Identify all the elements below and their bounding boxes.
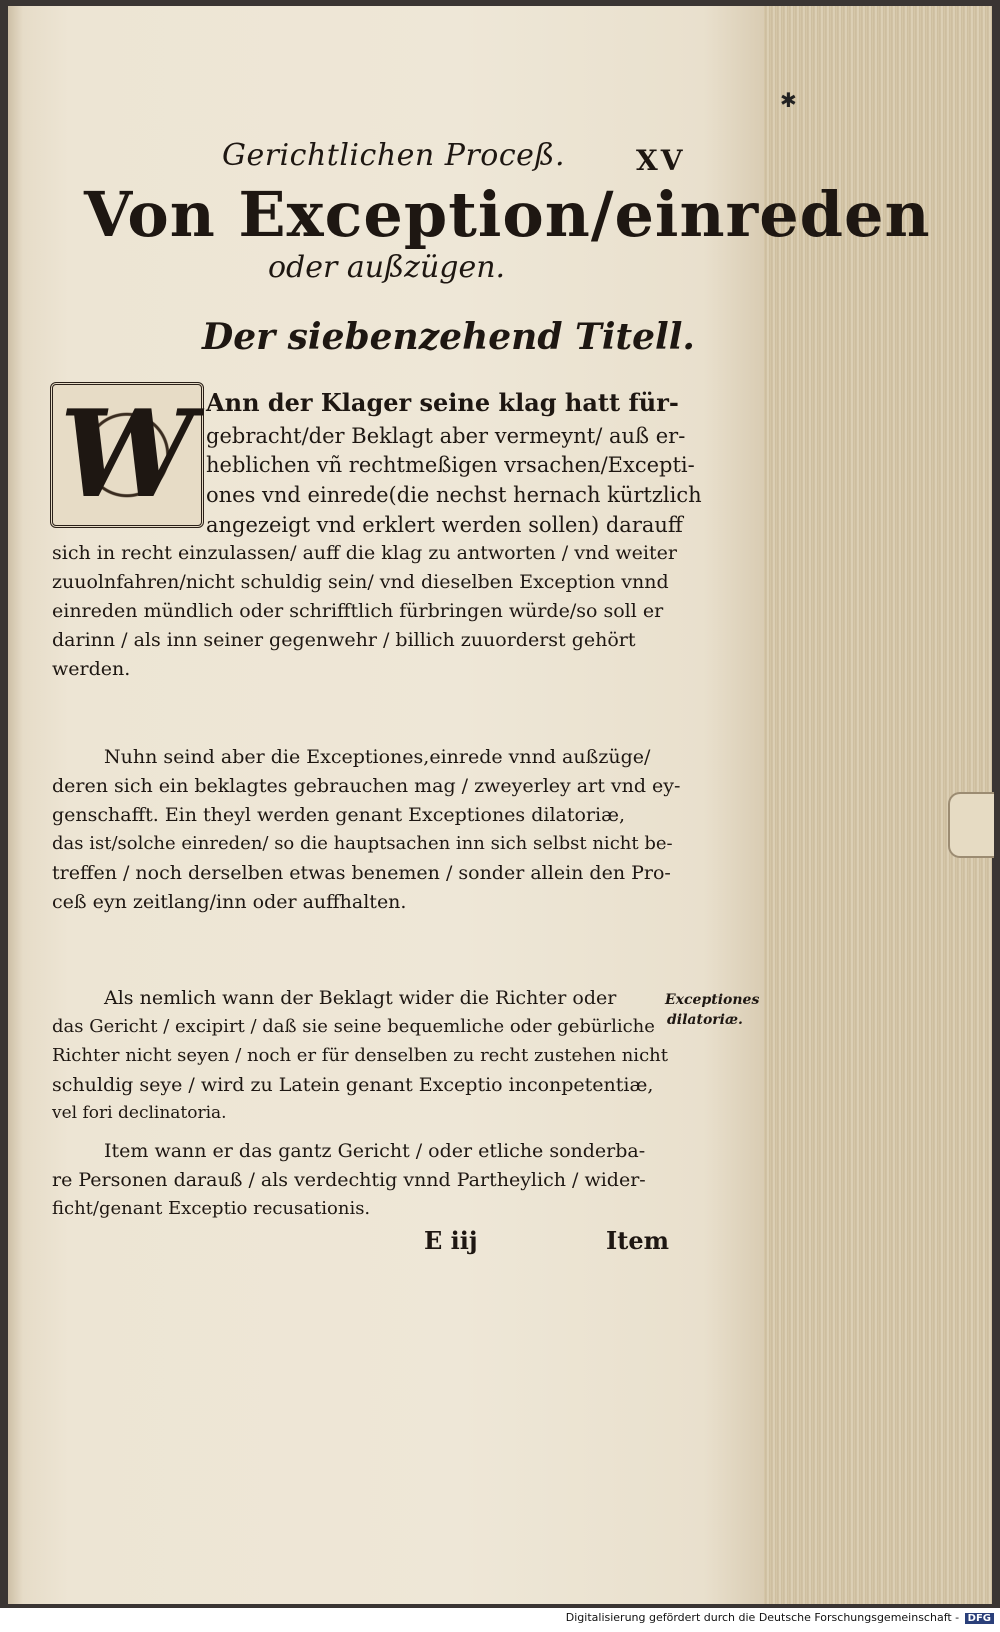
marginal-note-line: Exceptiones <box>665 992 760 1008</box>
para1-line: Ann der Klager seine klag hatt für- <box>206 388 679 417</box>
section-heading: Der siebenzehend Titell. <box>202 316 695 358</box>
para3-line: Richter nicht seyen / noch er für denselben zu recht zustehen nicht <box>52 1045 668 1066</box>
running-head: Gerichtlichen Proceß. <box>222 138 565 173</box>
chapter-subtitle: oder außzügen. <box>268 250 506 285</box>
para1-line: gebracht/der Beklagt aber vermeynt/ auß er- <box>206 424 686 448</box>
para4-line: ficht/genant Exceptio recusationis. <box>52 1198 371 1219</box>
para2-line: treffen / noch derselben etwas benemen / sonder allein den Pro- <box>52 862 671 884</box>
para3-line: das Gericht / excipirt / daß sie seine bequemliche oder gebürliche <box>52 1016 655 1037</box>
digitization-footer <box>566 1611 994 1624</box>
para1-line: heblichen vñ rechtmeßigen vrsachen/Excepti- <box>206 453 695 477</box>
para1-line: werden. <box>52 658 131 680</box>
folio-number: XV <box>636 144 686 177</box>
catchword: Item <box>606 1226 669 1255</box>
para3-line: Als nemlich wann der Beklagt wider die Richter oder <box>104 987 617 1009</box>
page-edge-tab <box>948 792 994 858</box>
para2-line: Nuhn seind aber die Exceptiones,einrede vnnd außzüge/ <box>104 746 651 768</box>
para2-line: ceß eyn zeitlang/inn oder auffhalten. <box>52 891 407 913</box>
para2-line: deren sich ein beklagtes gebrauchen mag / zweyerley art vnd ey- <box>52 775 681 797</box>
para2-line: genschafft. Ein theyl werden genant Exceptiones dilatoriæ, <box>52 804 625 826</box>
decorated-initial <box>50 382 204 528</box>
para1-line: zuuolnfahren/nicht schuldig sein/ vnd dieselben Exception vnnd <box>52 571 669 593</box>
initial-letter: W <box>59 384 195 525</box>
marginal-note <box>665 990 759 1030</box>
chapter-title: Von Exception/einreden <box>84 178 931 251</box>
para3-line: vel fori declinatoria. <box>52 1103 227 1123</box>
dfg-logo: DFG <box>965 1613 994 1624</box>
para4-line: re Personen darauß / als verdechtig vnnd Parthеylich / wider- <box>52 1169 646 1191</box>
footer-text: Digitalisierung gefördert durch die Deutsche Forschungsgemeinschaft - <box>565 1611 960 1624</box>
signature-mark: E iij <box>424 1226 478 1255</box>
para4-line: Item wann er das gantz Gericht / oder etliche sonderba- <box>104 1140 646 1162</box>
para3-line: schuldig seye / wird zu Latein genant Exceptio inconpetentiæ, <box>52 1074 654 1096</box>
para1-line: einreden mündlich oder schrifftlich fürbringen würde/so soll er <box>52 600 664 622</box>
para1-line: ones vnd einrede(die nechst hernach kürtzlich <box>206 483 702 507</box>
ink-speck: ✱ <box>780 88 797 112</box>
para1-line: angezeigt vnd erklert werden sollen) darauff <box>206 513 683 537</box>
para1-line: sich in recht einzulassen/ auff die klag zu antworten / vnd weiter <box>52 542 677 564</box>
para2-line: das ist/solche einreden/ so die hauptsachen inn sich selbst nicht be- <box>52 833 673 854</box>
marginal-note-line: dilatoriæ. <box>667 1012 743 1028</box>
para1-line: darinn / als inn seiner gegenwehr / billich zuuorderst gehört <box>52 629 636 651</box>
